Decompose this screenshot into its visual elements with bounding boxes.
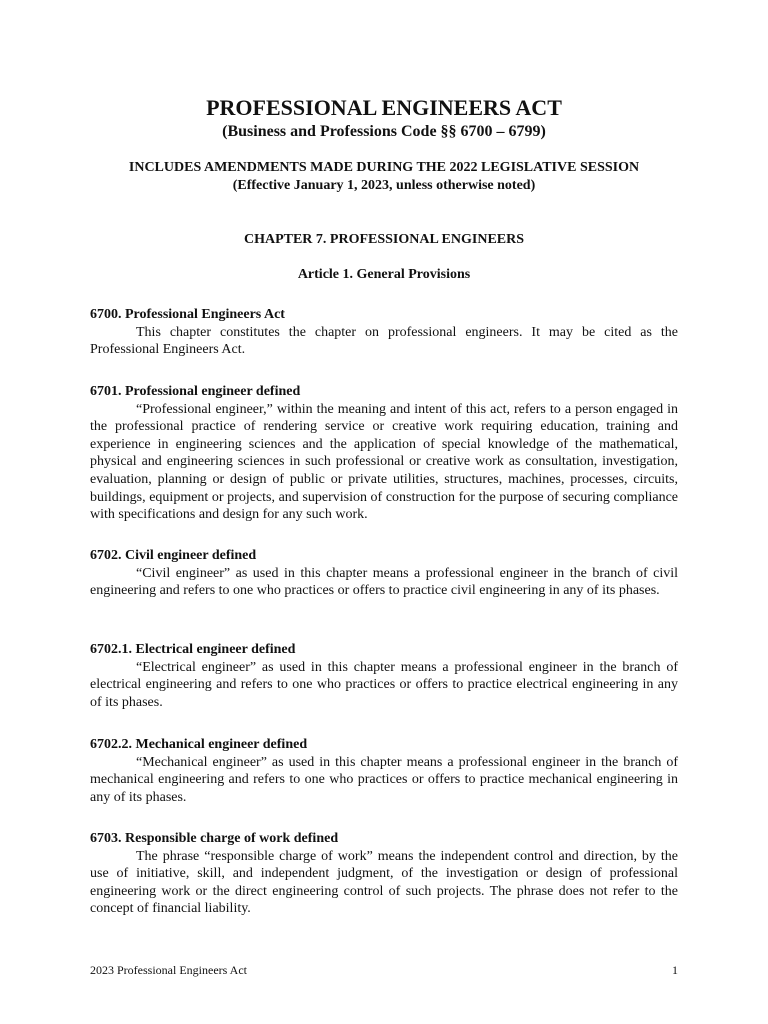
document-title: PROFESSIONAL ENGINEERS ACT	[206, 95, 562, 120]
section-6703	[90, 830, 678, 918]
section-heading: 6703. Responsible charge of work defined	[90, 831, 339, 846]
page-number: 1	[672, 963, 678, 977]
section-6702-2	[90, 736, 678, 806]
section-heading: 6701. Professional engineer defined	[90, 384, 301, 399]
section-heading: 6700. Professional Engineers Act	[90, 307, 285, 322]
chapter-heading: CHAPTER 7. PROFESSIONAL ENGINEERS	[243, 232, 525, 247]
section-heading: 6702.1. Electrical engineer defined	[90, 642, 296, 657]
section-body: “Professional engineer,” within the meaning and intent of this act, refers to a person engaged in the professional practice of rendering service or creative work requiring education, training and experience in engineering sciences and the application of special knowledge of the mathematical, physical and engineering sciences in such professional or creative work as consultation, investigation, evaluation, planning or design of public or private utilities, structures, machines, processes, circuits, buildings, equipment or projects, and supervision of construction for the purpose of securing compliance with specifications and design for any such work.	[90, 401, 678, 523]
section-6700	[90, 306, 678, 359]
section-body: The phrase “responsible charge of work” means the independent control and direction, by the use of initiative, skill, and independent judgment, of the investigation or design of professional engineering work or the direct engineering control of such projects. The phrase does not refer to the concept of financial liability.	[90, 848, 678, 917]
section-body: “Mechanical engineer” as used in this chapter means a professional engineer in the branch of mechanical engineering and refers to one who practices or offers to practice mechanical engineering in any of its phases.	[90, 754, 678, 805]
section-body: “Electrical engineer” as used in this chapter means a professional engineer in the branch of electrical engineering and refers to one who practices or offers to practice electrical engineering in any of its phases.	[90, 659, 678, 710]
amendments-note: INCLUDES AMENDMENTS MADE DURING THE 2022 LEGISLATIVE SESSION	[128, 160, 640, 175]
section-6702-1	[90, 641, 678, 711]
article-heading: Article 1. General Provisions	[297, 267, 471, 282]
section-6701	[90, 383, 678, 524]
effective-date-note: (Effective January 1, 2023, unless otherwise noted)	[232, 178, 536, 193]
section-body: This chapter constitutes the chapter on professional engineers. It may be cited as the Professional Engineers Act.	[90, 324, 678, 358]
document-subtitle: (Business and Professions Code §§ 6700 – 6799)	[222, 123, 546, 140]
footer-title: 2023 Professional Engineers Act	[90, 963, 247, 977]
section-heading: 6702. Civil engineer defined	[90, 548, 257, 563]
section-body: “Civil engineer” as used in this chapter means a professional engineer in the branch of civil engineering and refers to one who practices or offers to practice civil engineering in any of its phases.	[90, 565, 678, 599]
section-heading: 6702.2. Mechanical engineer defined	[90, 737, 308, 752]
section-6702	[90, 547, 678, 600]
